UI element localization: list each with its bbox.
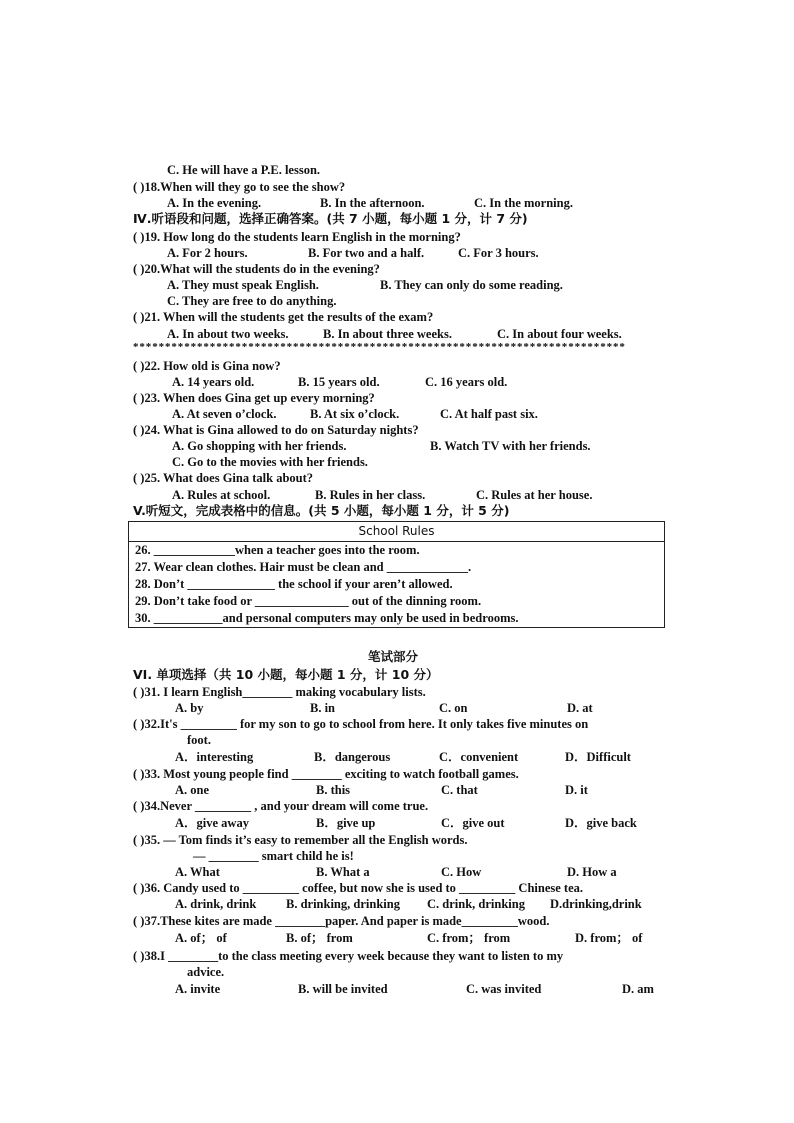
- section-iv-heading: Ⅳ.听语段和问题，选择正确答案。(共 7 小题，每小题 1 分，计 7 分): [133, 211, 528, 226]
- option-36c: C. drink, drinking: [427, 897, 525, 911]
- option-37d: D. from； of: [575, 931, 643, 945]
- table-row: 26. _____________when a teacher goes into the room.: [129, 542, 665, 560]
- option-32c: C．convenient: [439, 750, 519, 764]
- option-23b: B. At six o’clock.: [310, 407, 400, 421]
- option-19a: A. For 2 hours.: [167, 246, 248, 260]
- question-32: ( )32.It's _________ for my son to go to school from here. It only takes five minutes on: [133, 717, 589, 731]
- section-v-heading: V.听短文，完成表格中的信息。(共 5 小题，每小题 1 分，计 5 分): [133, 503, 510, 518]
- option-22c: C. 16 years old.: [425, 375, 508, 389]
- question-37: ( )37.These kites are made ________paper. And paper is made_________wood.: [133, 914, 550, 928]
- option-25a: A. Rules at school.: [172, 488, 271, 502]
- option-21c: C. In about four weeks.: [497, 327, 622, 341]
- option-38a: A. invite: [175, 982, 221, 996]
- question-32-cont: foot.: [187, 733, 211, 747]
- option-23c: C. At half past six.: [440, 407, 538, 421]
- option-31a: A. by: [175, 701, 204, 715]
- option-31b: B. in: [310, 701, 336, 715]
- option-36a: A. drink, drink: [175, 897, 257, 911]
- option-36d: D.drinking,drink: [550, 897, 642, 911]
- question-35-reply: — ________ smart child he is!: [193, 849, 354, 863]
- table-row: 30. ___________and personal computers may only be used in bedrooms.: [129, 610, 665, 628]
- table-caption: School Rules: [129, 522, 665, 542]
- question-38: ( )38.I ________to the class meeting every week because they want to listen to my: [133, 949, 564, 963]
- question-21: ( )21. When will the students get the results of the exam?: [133, 310, 434, 324]
- option-23a: A. At seven o’clock.: [172, 407, 277, 421]
- option-31d: D. at: [567, 701, 593, 715]
- option-35c: C. How: [441, 865, 482, 879]
- option-36b: B. drinking, drinking: [286, 897, 400, 911]
- option-33c: C. that: [441, 783, 478, 797]
- question-36: ( )36. Candy used to _________ coffee, but now she is used to _________ Chinese tea.: [133, 881, 584, 895]
- question-24: ( )24. What is Gina allowed to do on Saturday nights?: [133, 423, 419, 437]
- option-37c: C. from； from: [427, 931, 511, 945]
- option-25b: B. Rules in her class.: [315, 488, 426, 502]
- question-20: ( )20.What will the students do in the evening?: [133, 262, 380, 276]
- star-divider: *****************************************************************************: [133, 341, 626, 353]
- option-19c: C. For 3 hours.: [458, 246, 539, 260]
- option-24b: B. Watch TV with her friends.: [430, 439, 591, 453]
- option-33a: A. one: [175, 783, 210, 797]
- option-18b: B. In the afternoon.: [320, 196, 425, 210]
- table-row: 29. Don’t take food or _______________ out of the dinning room.: [129, 593, 665, 610]
- option-35b: B. What a: [316, 865, 370, 879]
- option-24c: C. Go to the movies with her friends.: [172, 455, 368, 469]
- option-38c: C. was invited: [466, 982, 542, 996]
- question-18: ( )18.When will they go to see the show?: [133, 180, 346, 194]
- question-38-cont: advice.: [187, 965, 225, 979]
- question-34: ( )34.Never _________ , and your dream will come true.: [133, 799, 429, 813]
- written-part-title: 笔试部分: [368, 649, 419, 664]
- option-18c: C. In the morning.: [474, 196, 573, 210]
- question-23: ( )23. When does Gina get up every morning?: [133, 391, 375, 405]
- question-35: ( )35. — Tom finds it’s easy to remember all the English words.: [133, 833, 468, 847]
- option-18a: A. In the evening.: [167, 196, 262, 210]
- option-20c: C. They are free to do anything.: [167, 294, 337, 308]
- option-25c: C. Rules at her house.: [476, 488, 593, 502]
- option-22b: B. 15 years old.: [298, 375, 380, 389]
- option-20a: A. They must speak English.: [167, 278, 319, 292]
- option-37b: B. of； from: [286, 931, 353, 945]
- option-34d: D．give back: [565, 816, 637, 830]
- question-31: ( )31. I learn English________ making vocabulary lists.: [133, 685, 426, 699]
- option-31c: C. on: [439, 701, 468, 715]
- question-19: ( )19. How long do the students learn English in the morning?: [133, 230, 461, 244]
- option-38b: B. will be invited: [298, 982, 388, 996]
- option-20b: B. They can only do some reading.: [380, 278, 563, 292]
- option-37a: A. of； of: [175, 931, 227, 945]
- option-34b: B．give up: [316, 816, 376, 830]
- option-35a: A. What: [175, 865, 220, 879]
- option-32b: B．dangerous: [314, 750, 391, 764]
- option-32d: D．Difficult: [565, 750, 631, 764]
- section-vi-heading: VI. 单项选择（共 10 小题，每小题 1 分，计 10 分）: [133, 667, 439, 682]
- question-25: ( )25. What does Gina talk about?: [133, 471, 314, 485]
- option-32a: A．interesting: [175, 750, 254, 764]
- option-24a: A. Go shopping with her friends.: [172, 439, 347, 453]
- table-row: 27. Wear clean clothes. Hair must be clean and _____________.: [129, 559, 665, 576]
- option-38d: D. am: [622, 982, 654, 996]
- option-21b: B. In about three weeks.: [323, 327, 452, 341]
- option-33b: B. this: [316, 783, 351, 797]
- question-33: ( )33. Most young people find ________ exciting to watch football games.: [133, 767, 519, 781]
- table-row: 28. Don’t ______________ the school if your aren’t allowed.: [129, 576, 665, 593]
- option-34c: C．give out: [441, 816, 505, 830]
- option-22a: A. 14 years old.: [172, 375, 255, 389]
- option-34a: A．give away: [175, 816, 249, 830]
- option-21a: A. In about two weeks.: [167, 327, 289, 341]
- school-rules-table: [128, 521, 665, 628]
- option-17c: C. He will have a P.E. lesson.: [167, 163, 321, 177]
- option-33d: D. it: [565, 783, 588, 797]
- question-22: ( )22. How old is Gina now?: [133, 359, 281, 373]
- option-19b: B. For two and a half.: [308, 246, 425, 260]
- option-35d: D. How a: [567, 865, 617, 879]
